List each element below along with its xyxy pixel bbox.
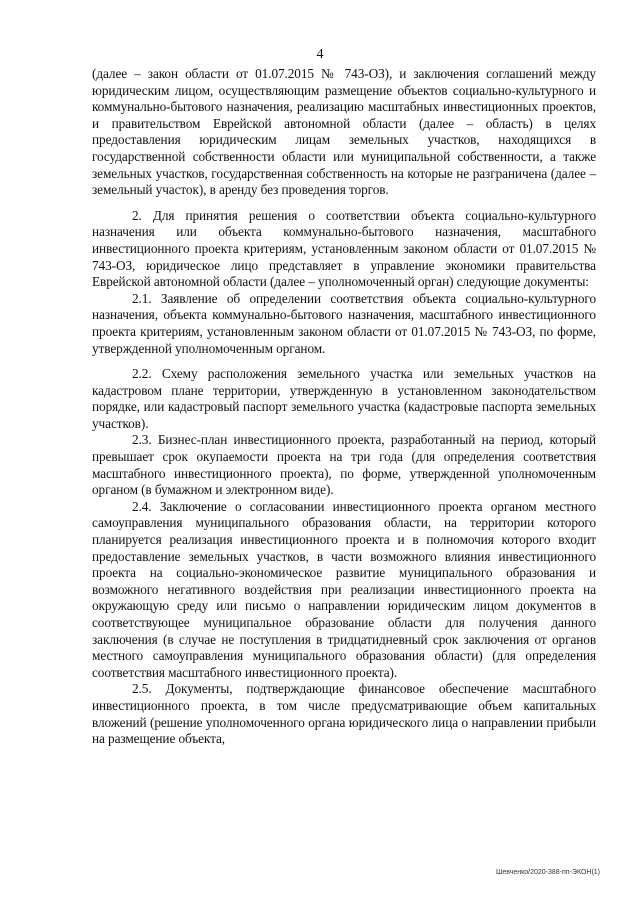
paragraph-continuation: (далее – закон области от 01.07.2015 № 743-ОЗ), и заключения соглашений между юридическим лицом, осуществляющим размещение объектов социально-культурного и коммунально-бытового назначения, реализацию масштабных инвестиционных проектов, и правительством Еврейской автономной области (далее – область) в целях предоставления юридическим лицам земельных участков, находящихся в государственной собственности области или муниципальной собственности, а также земельных участков, государственная собственность на которые не разграничена (далее – земельный участок), в аренду без проведения торгов. [92, 66, 596, 198]
paragraph-item-2-2: 2.2. Схему расположения земельного участка или земельных участков на кадастровом плане территории, утвержденную в установленном законодательством порядке, или кадастровый паспорт земельного участка (кадастровые паспорта земельных участков). [92, 366, 596, 431]
document-body [92, 66, 596, 748]
paragraph-item-2-5: 2.5. Документы, подтверждающие финансовое обеспечение масштабного инвестиционного проекта, в том числе предусматривающие объем капитальных вложений (решение уполномоченного органа юридического лица о направлении прибыли на размещение объекта, [92, 681, 596, 747]
paragraph-item-2-1: 2.1. Заявление об определении соответствия объекта социально-культурного назначения, объекта коммунально-бытового назначения, масштабного инвестиционного проекта критериям, установленным законом области от 01.07.2015 № 743-ОЗ, по форме, утвержденной уполномоченным органом. [92, 290, 596, 356]
document-footer-code: Шевченко/2020-388-пп-ЭКОН(1) [495, 869, 600, 876]
paragraph-item-2-4: 2.4. Заключение о согласовании инвестиционного проекта органом местного самоуправления муниципального образования области, на территории которого планируется реализация инвестиционного проекта и в полномочия которого входит предоставление земельных участков, в части возможного влияния инвестиционного проекта на социально-экономическое развитие муниципального образования и возможного негативного воздействия при реализации инвестиционного проекта на окружающую среду или письмо о направлении юридическим лицом документов в соответствующее муниципальное образование области для получения данного заключения (в случае не поступления в тридцатидневный срок заключения от органов местного самоуправления муниципального образования области) (для определения соответствия масштабного инвестиционного проекта). [92, 498, 596, 680]
paragraph-item-2: 2. Для принятия решения о соответствии объекта социально-культурного назначения или объекта коммунально-бытового назначения, масштабного инвестиционного проекта критериям, установленным законом области от 01.07.2015 № 743-ОЗ, юридическое лицо представляет в управление экономики правительства Еврейской автономной области (далее – уполномоченный орган) следующие документы: [92, 207, 596, 290]
paragraph-item-2-3: 2.3. Бизнес-план инвестиционного проекта, разработанный на период, который превышает срок окупаемости проекта на три года (для определения соответствия масштабного инвестиционного проекта), по форме, утвержденной уполномоченным органом (в бумажном и электронном виде). [92, 432, 596, 498]
page-number: 4 [316, 47, 324, 62]
